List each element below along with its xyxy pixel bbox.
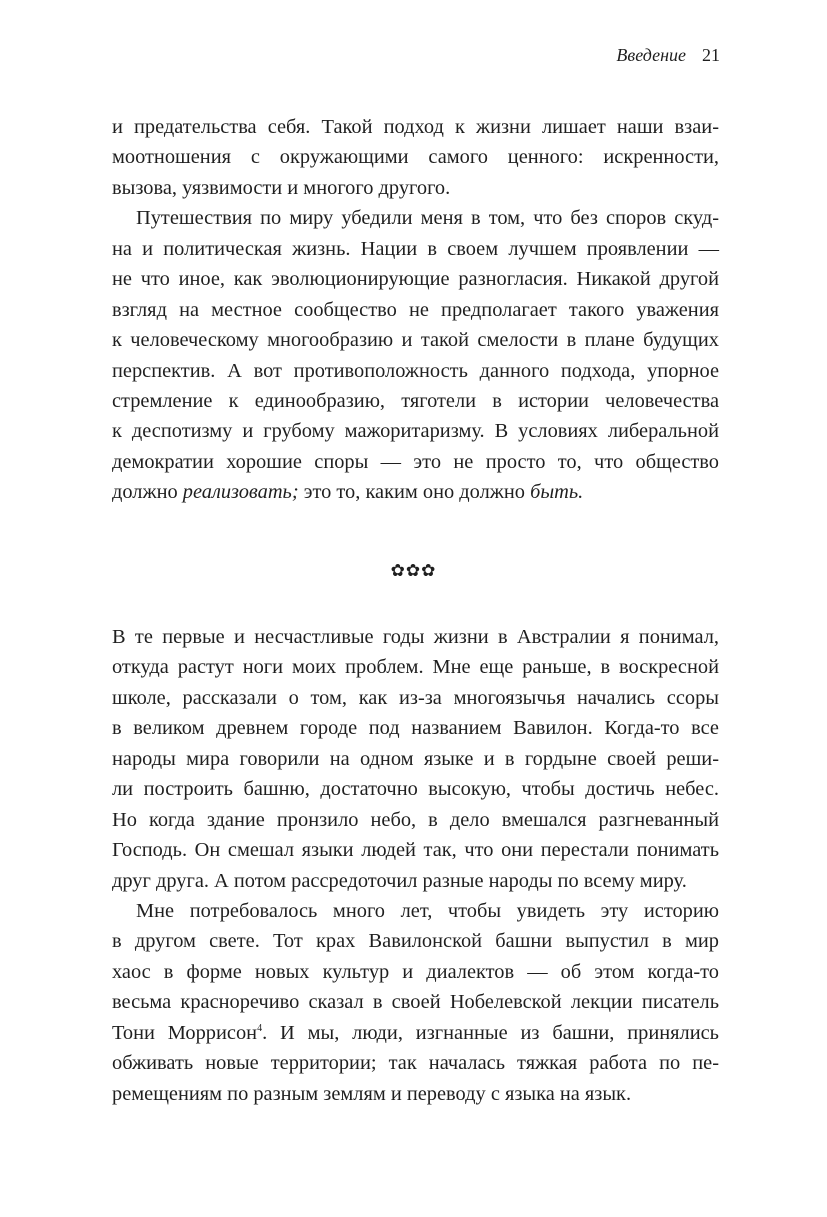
text-line: Мне потребовалось много лет, чтобы увидеть эту историю	[136, 899, 719, 922]
text-line: в другом свете. Тот крах Вавилонской башни выпустил в мир	[112, 930, 719, 953]
italic-emphasis: быть.	[530, 481, 584, 504]
running-header	[616, 43, 720, 67]
text-line: хаос в форме новых культур и диалектов — об этом когда-то	[112, 960, 719, 983]
text-line: взгляд на местное сообщество не предполагает такого уважения	[112, 298, 719, 321]
text-line: Но когда здание пронзило небо, в дело вмешался разгневанный	[112, 808, 719, 831]
text-line: к человеческому многообразию и такой смелости в плане будущих	[112, 329, 719, 352]
text-line: вызова, уязвимости и многого другого.	[112, 176, 451, 199]
text-fragment: должно	[112, 481, 183, 504]
text-block-bottom	[112, 622, 719, 1109]
section-title: Введение	[616, 45, 686, 65]
text-line: в великом древнем городе под названием Вавилон. Когда-то все	[112, 717, 719, 740]
text-line: ремещениям по разным землям и переводу с языка на язык.	[112, 1082, 632, 1105]
text-line: Господь. Он смешал языки людей так, что они перестали понимать	[112, 839, 719, 862]
text-fragment: . И мы, люди, изгнанные из башни, принялись	[262, 1021, 719, 1044]
italic-emphasis: реализовать;	[182, 481, 299, 504]
text-line: к деспотизму и грубому мажоритаризму. В условиях либеральной	[112, 420, 719, 443]
text-line	[112, 477, 719, 507]
text-block-top	[112, 112, 719, 508]
text-line: В те первые и несчастливые годы жизни в Австралии я понимал,	[112, 626, 719, 648]
text-line: на и политическая жизнь. Нации в своем лучшем проявлении —	[112, 237, 719, 260]
text-line: Путешествия по миру убедили меня в том, что без споров скуд-	[136, 207, 719, 230]
text-fragment: это то, каким оно должно	[298, 481, 531, 504]
text-line: весьма красноречиво сказал в своей Нобелевской лекции писатель	[112, 991, 719, 1014]
text-line	[112, 1018, 719, 1048]
text-line: откуда растут ноги моих проблем. Мне еще раньше, в воскресной	[112, 656, 719, 679]
text-fragment: Тони Моррисон	[112, 1021, 258, 1044]
text-line: демократии хорошие споры — это не просто то, что общество	[112, 450, 719, 473]
text-line: стремление к единообразию, тяготели в истории человечества	[112, 389, 719, 412]
text-line: перспектив. А вот противоположность данного подхода, упорное	[112, 359, 719, 382]
text-line: друг друга. А потом рассредоточил разные народы по всему миру.	[112, 869, 687, 892]
text-line: и предательства себя. Такой подход к жизни лишает наши взаи-	[112, 116, 719, 138]
text-line: ли построить башню, достаточно высокую, чтобы достичь небес.	[112, 778, 719, 801]
text-line: моотношения с окружающими самого ценного: искренности,	[112, 146, 719, 169]
section-break-ornament: ✿✿✿	[390, 561, 437, 581]
footnote-marker[interactable]: 4	[257, 1022, 263, 1034]
text-line: обживать новые территории; так началась тяжкая работа по пе-	[112, 1052, 719, 1075]
text-line: народы мира говорили на одном языке и в гордыне своей реши-	[112, 747, 719, 770]
text-line: не что иное, как эволюционирующие разногласия. Никакой другой	[112, 268, 719, 291]
page-number: 21	[702, 45, 720, 65]
text-line: школе, рассказали о том, как из-за многоязычья начались ссоры	[112, 686, 719, 709]
